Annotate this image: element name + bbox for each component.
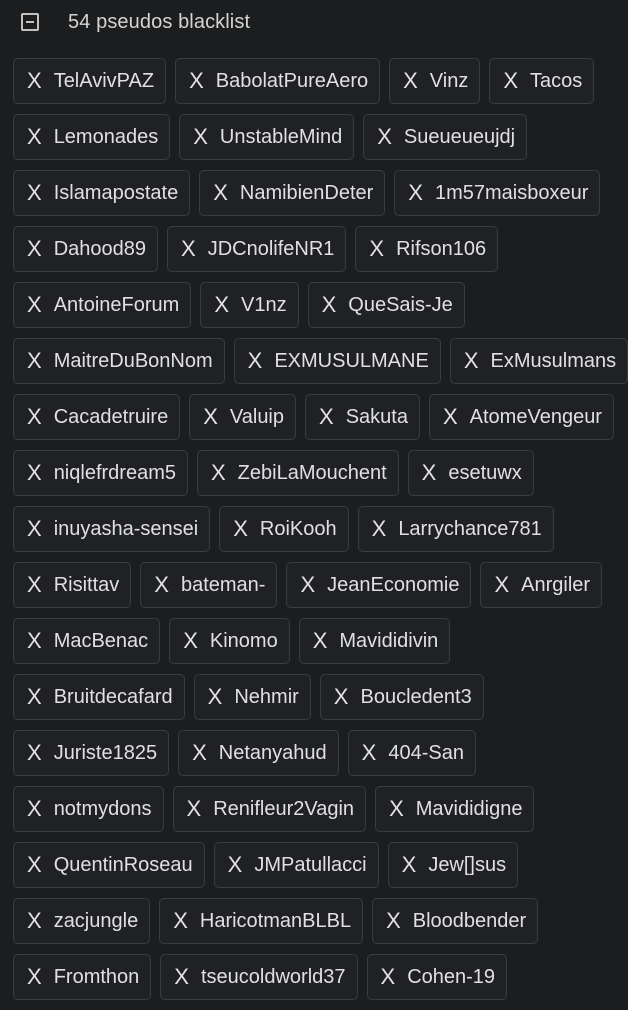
- blacklist-chip-label: Mavididivin: [339, 630, 439, 652]
- blacklist-chip-label: bateman-: [180, 574, 266, 596]
- blacklist-chip-label: QueSais-Je: [348, 294, 453, 316]
- blacklist-chip-label: Netanyahud: [218, 742, 327, 764]
- blacklist-chip-label: ZebiLaMouchent: [237, 462, 387, 484]
- blacklist-chip-label: AtomeVengeur: [469, 406, 602, 428]
- blacklist-chip[interactable]: [197, 450, 399, 496]
- blacklist-chip-label: Nehmir: [234, 686, 299, 708]
- remove-x-icon[interactable]: X: [189, 68, 204, 93]
- remove-x-icon[interactable]: X: [27, 572, 42, 597]
- blacklist-chip[interactable]: [199, 170, 385, 216]
- remove-x-icon[interactable]: X: [333, 684, 349, 709]
- blacklist-chip[interactable]: [389, 58, 480, 104]
- blacklist-chip-label: Lemonades: [53, 126, 159, 148]
- blacklist-chip-label: Renifleur2Vagin: [213, 798, 355, 820]
- blacklist-chip[interactable]: [13, 898, 150, 944]
- blacklist-chip[interactable]: [13, 226, 158, 272]
- blacklist-chip-label: esetuwx: [448, 462, 522, 484]
- remove-x-icon[interactable]: X: [389, 796, 404, 821]
- blacklist-row: [13, 562, 628, 608]
- blacklist-chip-label: HaricotmanBLBL: [199, 910, 352, 932]
- remove-x-icon[interactable]: X: [154, 572, 169, 597]
- blacklist-chip-label: QuentinRoseau: [53, 854, 193, 876]
- blacklist-chip-label: Anrgiler: [521, 574, 591, 596]
- blacklist-chip-label: Sueueueujdj: [403, 126, 516, 148]
- blacklist-chip-label: Juriste1825: [53, 742, 158, 764]
- blacklist-chip-label: BabolatPureAero: [215, 70, 369, 92]
- blacklist-chip[interactable]: [13, 842, 205, 888]
- blacklist-chip-label: Kinomo: [209, 630, 278, 652]
- blacklist-chip-label: Risittav: [53, 574, 120, 596]
- blacklist-chip[interactable]: [140, 562, 277, 608]
- remove-x-icon[interactable]: X: [421, 460, 437, 485]
- remove-x-icon[interactable]: X: [27, 236, 42, 261]
- blacklist-chip[interactable]: [286, 562, 471, 608]
- blacklist-chip[interactable]: [308, 282, 465, 328]
- blacklist-chip-label: zacjungle: [53, 910, 139, 932]
- remove-x-icon[interactable]: X: [27, 68, 42, 93]
- remove-x-icon[interactable]: X: [377, 124, 392, 149]
- remove-x-icon[interactable]: X: [183, 628, 198, 653]
- blacklist-chip-label: Jew[]sus: [428, 854, 507, 876]
- blacklist-chip-label: Cacadetruire: [53, 406, 169, 428]
- blacklist-chip-label: Dahood89: [53, 238, 146, 260]
- remove-x-icon[interactable]: X: [503, 68, 519, 93]
- remove-x-icon[interactable]: X: [442, 404, 458, 429]
- remove-x-icon[interactable]: X: [27, 180, 42, 205]
- minus-square-icon[interactable]: [21, 13, 39, 31]
- blacklist-chip-label: MaitreDuBonNom: [53, 350, 213, 372]
- blacklist-chip[interactable]: [13, 674, 185, 720]
- blacklist-chip-label: NamibienDeter: [239, 182, 374, 204]
- blacklist-title: 54 pseudos blacklist: [68, 11, 251, 33]
- blacklist-row: [13, 506, 628, 552]
- blacklist-header: [0, 0, 628, 48]
- blacklist-chip-label: Cohen-19: [407, 966, 496, 988]
- blacklist-row: [13, 226, 628, 272]
- blacklist-row: [13, 618, 628, 664]
- remove-x-icon[interactable]: X: [210, 460, 226, 485]
- blacklist-row: [13, 394, 628, 440]
- blacklist-chip[interactable]: [375, 786, 534, 832]
- remove-x-icon[interactable]: X: [214, 292, 229, 317]
- blacklist-chip[interactable]: [372, 898, 538, 944]
- blacklist-chip-label: MacBenac: [53, 630, 149, 652]
- remove-x-icon[interactable]: X: [193, 124, 208, 149]
- blacklist-chip-label: ExMusulmans: [490, 350, 617, 372]
- blacklist-row: [13, 450, 628, 496]
- remove-x-icon[interactable]: X: [401, 852, 417, 877]
- remove-x-icon[interactable]: X: [181, 236, 196, 261]
- remove-x-icon[interactable]: X: [27, 964, 42, 989]
- blacklist-chip[interactable]: [219, 506, 348, 552]
- blacklist-chip-label: inuyasha-sensei: [53, 518, 199, 540]
- blacklist-chip[interactable]: [13, 562, 131, 608]
- blacklist-chip[interactable]: [408, 450, 534, 496]
- remove-x-icon[interactable]: X: [371, 516, 387, 541]
- remove-x-icon[interactable]: X: [174, 964, 189, 989]
- blacklist-chip-label: Bloodbender: [412, 910, 527, 932]
- blacklist-chip-label: 1m57maisboxeur: [434, 182, 589, 204]
- blacklist-chip[interactable]: [189, 394, 296, 440]
- blacklist-chip-label: JMPatullacci: [254, 854, 367, 876]
- blacklist-chip[interactable]: [13, 58, 166, 104]
- blacklist-chip-label: Islamapostate: [53, 182, 179, 204]
- blacklist-chip[interactable]: [175, 58, 380, 104]
- blacklist-chip[interactable]: [489, 58, 594, 104]
- blacklist-row: [13, 730, 628, 776]
- remove-x-icon[interactable]: X: [27, 460, 42, 485]
- blacklist-chip[interactable]: [13, 786, 164, 832]
- blacklist-row: [13, 954, 628, 1000]
- blacklist-chip[interactable]: [173, 786, 367, 832]
- blacklist-chip[interactable]: [194, 674, 311, 720]
- blacklist-row: [13, 58, 628, 104]
- blacklist-chip[interactable]: [200, 282, 298, 328]
- remove-x-icon[interactable]: X: [247, 348, 263, 373]
- remove-x-icon[interactable]: X: [369, 236, 385, 261]
- blacklist-chip[interactable]: [13, 338, 225, 384]
- remove-x-icon[interactable]: X: [27, 124, 42, 149]
- blacklist-chip-label: EXMUSULMANE: [274, 350, 429, 372]
- blacklist-chip-label: V1nz: [241, 294, 287, 316]
- remove-x-icon[interactable]: X: [27, 292, 42, 317]
- remove-x-icon[interactable]: X: [300, 572, 316, 597]
- blacklist-chip[interactable]: [13, 170, 190, 216]
- remove-x-icon[interactable]: X: [213, 180, 228, 205]
- remove-x-icon[interactable]: X: [173, 908, 188, 933]
- blacklist-chip-label: Larrychance781: [398, 518, 542, 540]
- remove-x-icon[interactable]: X: [203, 404, 218, 429]
- blacklist-chip-label: Fromthon: [53, 966, 140, 988]
- blacklist-row: [13, 674, 628, 720]
- blacklist-chip[interactable]: [159, 898, 363, 944]
- blacklist-chip[interactable]: [429, 394, 614, 440]
- blacklist-chip[interactable]: [367, 954, 508, 1000]
- blacklist-chip[interactable]: [299, 618, 451, 664]
- blacklist-chip-label: Boucledent3: [360, 686, 472, 708]
- blacklist-chip-label: UnstableMind: [219, 126, 343, 148]
- remove-x-icon[interactable]: X: [403, 68, 418, 93]
- remove-x-icon[interactable]: X: [27, 740, 42, 765]
- blacklist-chip[interactable]: [13, 730, 169, 776]
- remove-x-icon[interactable]: X: [27, 684, 42, 709]
- blacklist-chip[interactable]: [167, 226, 346, 272]
- remove-x-icon[interactable]: X: [361, 740, 377, 765]
- blacklist-chip-label: RoiKooh: [259, 518, 337, 540]
- blacklist-chip[interactable]: [450, 338, 628, 384]
- blacklist-chip[interactable]: [13, 282, 191, 328]
- blacklist-row: [13, 338, 628, 384]
- remove-x-icon[interactable]: X: [207, 684, 223, 709]
- blacklist-chip[interactable]: [480, 562, 602, 608]
- remove-x-icon[interactable]: X: [408, 180, 423, 205]
- remove-x-icon[interactable]: X: [233, 516, 248, 541]
- blacklist-chip[interactable]: [305, 394, 420, 440]
- blacklist-chip[interactable]: [13, 114, 170, 160]
- blacklist-chip[interactable]: [13, 618, 160, 664]
- remove-x-icon[interactable]: X: [321, 292, 337, 317]
- blacklist-chip[interactable]: [169, 618, 290, 664]
- blacklist-chip-label: Bruitdecafard: [53, 686, 173, 708]
- blacklist-chip[interactable]: [358, 506, 554, 552]
- remove-x-icon[interactable]: X: [27, 404, 42, 429]
- blacklist-row: [13, 114, 628, 160]
- blacklist-chip-label: TelAvivPAZ: [53, 70, 155, 92]
- blacklist-row: [13, 842, 628, 888]
- blacklist-chip-label: Mavididigne: [415, 798, 523, 820]
- blacklist-chip[interactable]: [13, 506, 210, 552]
- remove-x-icon[interactable]: X: [27, 348, 42, 373]
- blacklist-chip-label: notmydons: [53, 798, 152, 820]
- blacklist-row: [13, 786, 628, 832]
- blacklist-chip-label: tseucoldworld37: [200, 966, 346, 988]
- blacklist-chip-label: niqlefrdream5: [53, 462, 176, 484]
- blacklist-chip[interactable]: [320, 674, 484, 720]
- remove-x-icon[interactable]: X: [494, 572, 510, 597]
- blacklist-chip-label: Tacos: [530, 70, 583, 92]
- blacklist-chip-label: 404-San: [388, 742, 464, 764]
- blacklist-chip[interactable]: [13, 450, 188, 496]
- blacklist-chip-label: Sakuta: [345, 406, 408, 428]
- remove-x-icon[interactable]: X: [319, 404, 334, 429]
- remove-x-icon[interactable]: X: [27, 908, 42, 933]
- remove-x-icon[interactable]: X: [312, 628, 328, 653]
- blacklist-chip-label: JeanEconomie: [327, 574, 460, 596]
- blacklist-chip[interactable]: [214, 842, 379, 888]
- blacklist-list: [13, 58, 628, 1010]
- remove-x-icon[interactable]: X: [380, 964, 396, 989]
- blacklist-chip-label: JDCnolifeNR1: [207, 238, 335, 260]
- blacklist-chip-label: Valuip: [229, 406, 285, 428]
- remove-x-icon[interactable]: X: [27, 516, 42, 541]
- blacklist-chip-label: Vinz: [429, 70, 469, 92]
- remove-x-icon[interactable]: X: [386, 908, 401, 933]
- blacklist-chip[interactable]: [355, 226, 498, 272]
- blacklist-chip[interactable]: [234, 338, 441, 384]
- blacklist-row: [13, 898, 628, 944]
- blacklist-chip[interactable]: [348, 730, 476, 776]
- blacklist-chip[interactable]: [13, 954, 151, 1000]
- blacklist-chip[interactable]: [178, 730, 339, 776]
- blacklist-row: [13, 170, 628, 216]
- blacklist-chip[interactable]: [13, 394, 180, 440]
- remove-x-icon[interactable]: X: [463, 348, 479, 373]
- remove-x-icon[interactable]: X: [227, 852, 243, 877]
- blacklist-row: [13, 282, 628, 328]
- blacklist-chip[interactable]: [388, 842, 519, 888]
- blacklist-chip[interactable]: [394, 170, 600, 216]
- blacklist-chip-label: AntoineForum: [53, 294, 180, 316]
- remove-x-icon[interactable]: X: [27, 852, 42, 877]
- remove-x-icon[interactable]: X: [192, 740, 207, 765]
- blacklist-chip-label: Rifson106: [396, 238, 487, 260]
- blacklist-chip[interactable]: [160, 954, 357, 1000]
- blacklist-chip[interactable]: [179, 114, 354, 160]
- remove-x-icon[interactable]: X: [27, 796, 42, 821]
- remove-x-icon[interactable]: X: [27, 628, 42, 653]
- blacklist-chip[interactable]: [363, 114, 527, 160]
- remove-x-icon[interactable]: X: [186, 796, 202, 821]
